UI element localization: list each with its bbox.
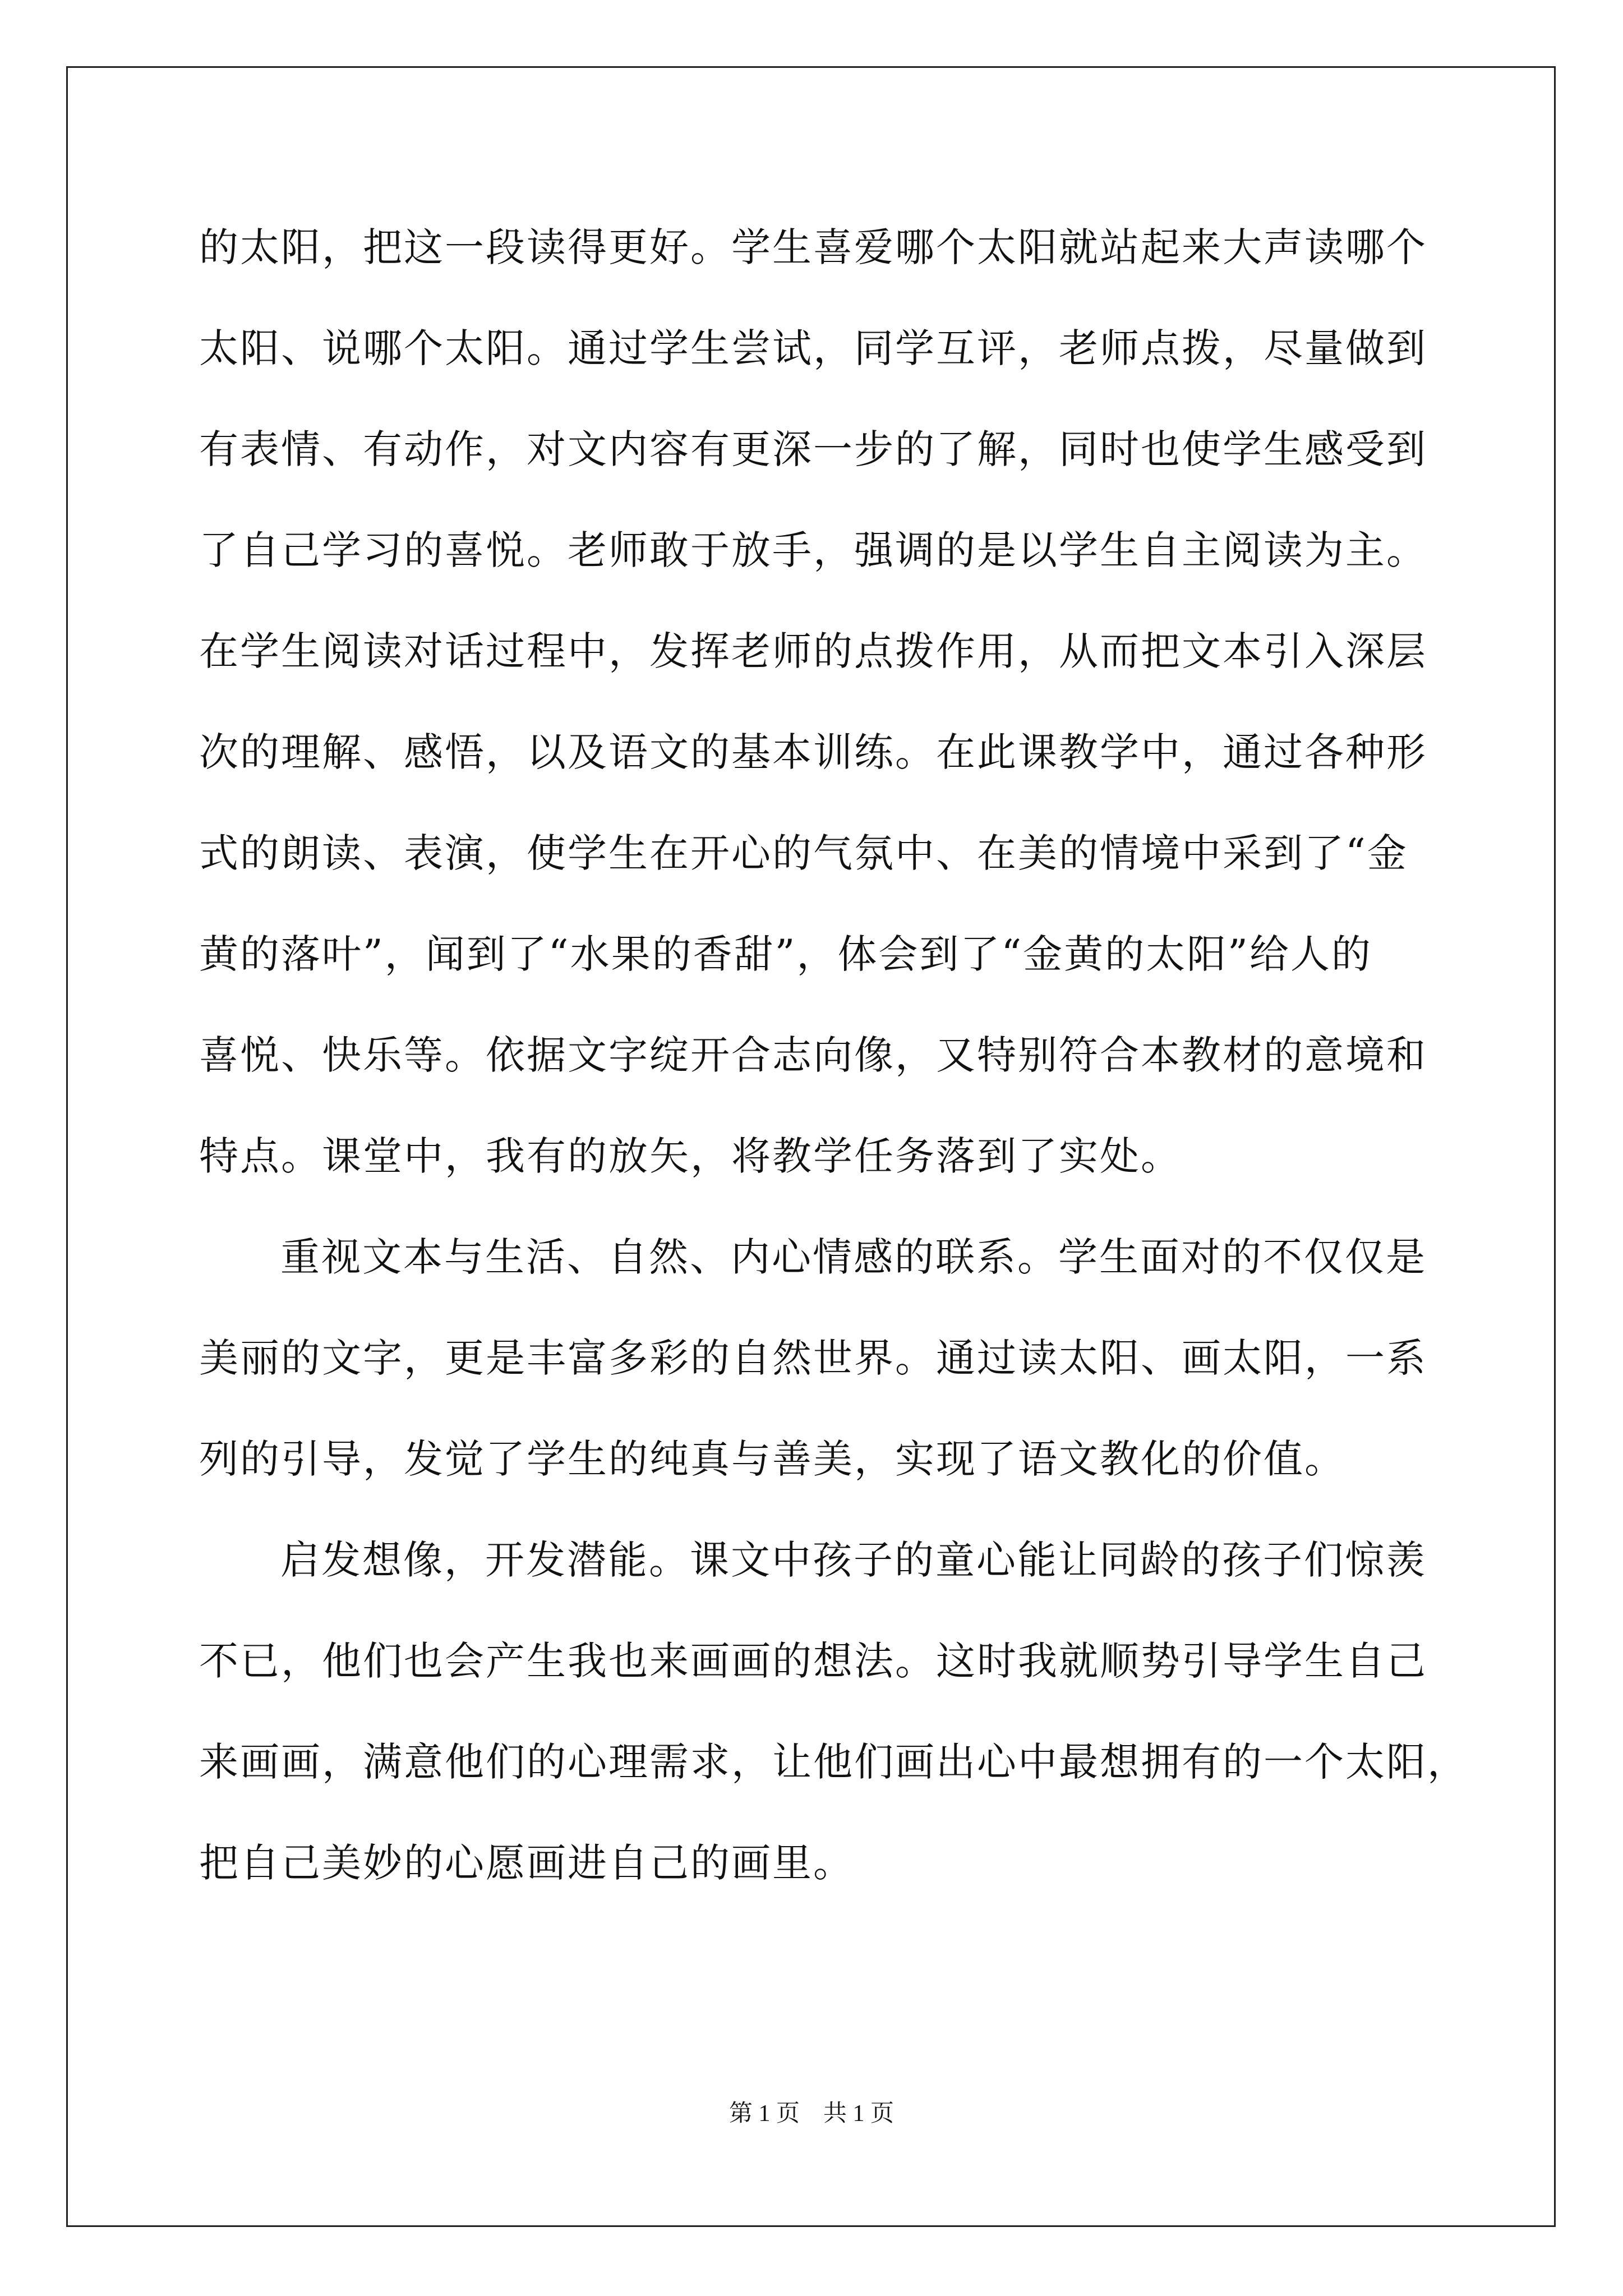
paragraph-line: 美丽的文字，更是丰富多彩的自然世界。通过读太阳、画太阳，一系 — [199, 1335, 1427, 1381]
paragraph-line: 不已，他们也会产生我也来画画的想法。这时我就顺势引导学生自己 — [199, 1638, 1427, 1684]
paragraph-line: 太阳、说哪个太阳。通过学生尝试，同学互评，老师点拨，尽量做到 — [199, 325, 1427, 371]
paragraph-line: 重视文本与生活、自然、内心情感的联系。学生面对的不仅仅是 — [280, 1234, 1427, 1280]
paragraph-line: 了自己学习的喜悦。老师敢于放手，强调的是以学生自主阅读为主。 — [199, 527, 1427, 573]
paragraph-line: 在学生阅读对话过程中，发挥老师的点拨作用，从而把文本引入深层 — [199, 628, 1427, 674]
paragraph-line: 的太阳，把这一段读得更好。学生喜爱哪个太阳就站起来大声读哪个 — [199, 224, 1427, 270]
paragraph-line: 特点。课堂中，我有的放矢，将教学任务落到了实处。 — [199, 1133, 1182, 1179]
paragraph-line: 次的理解、感悟，以及语文的基本训练。在此课教学中，通过各种形 — [199, 729, 1427, 775]
paragraph-line: 列的引导，发觉了学生的纯真与善美，实现了语文教化的价值。 — [199, 1436, 1345, 1482]
paragraph-line: 有表情、有动作，对文内容有更深一步的了解，同时也使学生感受到 — [199, 426, 1427, 472]
page-number-footer: 第 1 页 共 1 页 — [728, 2101, 894, 2127]
paragraph-line: 启发想像，开发潜能。课文中孩子的童心能让同龄的孩子们惊羡 — [280, 1537, 1427, 1583]
paragraph-line: 喜悦、快乐等。依据文字绽开合志向像，又特别符合本教材的意境和 — [199, 1032, 1427, 1078]
paragraph-line: 来画画，满意他们的心理需求，让他们画出心中最想拥有的一个太阳， — [199, 1739, 1468, 1785]
paragraph-line: 黄的落叶”，闻到了“水果的香甜”，体会到了“金黄的太阳”给人的 — [199, 931, 1372, 977]
paragraph-line: 式的朗读、表演，使学生在开心的气氛中、在美的情境中采到了“金 — [199, 830, 1408, 876]
paragraph-line: 把自己美妙的心愿画进自己的画里。 — [199, 1840, 854, 1886]
